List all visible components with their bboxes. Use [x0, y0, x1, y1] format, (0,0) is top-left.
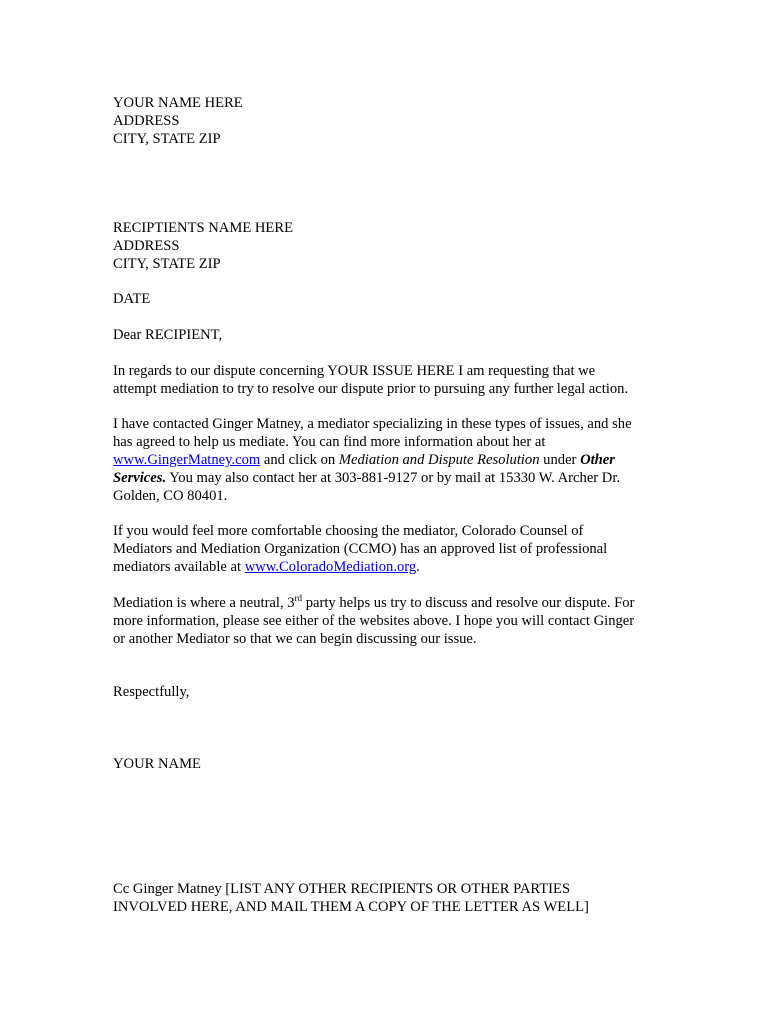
paragraph-mediation-info: [113, 594, 673, 648]
closing: Respectfully,: [113, 684, 190, 700]
signature: YOUR NAME: [113, 756, 201, 772]
other-label: Other: [580, 452, 615, 468]
sender-city-state-zip: CITY, STATE ZIP: [113, 131, 221, 147]
paragraph-line: [113, 469, 673, 487]
closing-line: [113, 683, 673, 701]
recipient-name: RECIPTIENTS NAME HERE: [113, 220, 293, 236]
text-run: under: [539, 452, 581, 468]
signature-line: [113, 755, 673, 773]
paragraph-line: [113, 451, 673, 469]
text-run: Mediation is where a neutral, 3: [113, 595, 295, 611]
text-run: and click on: [260, 452, 339, 468]
cc-line: Cc Ginger Matney [LIST ANY OTHER RECIPIENTS OR OTHER PARTIES: [113, 881, 571, 897]
paragraph-line: Mediators and Mediation Organization (CCMO) has an approved list of professional: [113, 541, 608, 557]
cc-block: [113, 880, 673, 916]
paragraph-line: more information, please see either of the websites above. I hope you will contact Ginger: [113, 613, 635, 629]
sender-name: YOUR NAME HERE: [113, 95, 243, 111]
cc-line: INVOLVED HERE, AND MAIL THEM A COPY OF THE LETTER AS WELL]: [113, 899, 589, 915]
paragraph-line: [113, 558, 673, 576]
colorado-mediation-link[interactable]: www.ColoradoMediation.org: [244, 559, 417, 575]
paragraph-request: [113, 362, 673, 398]
recipient-block: [113, 219, 673, 273]
section-name: Mediation and Dispute Resolution: [338, 452, 540, 468]
date: DATE: [113, 291, 151, 307]
recipient-city-state-zip: CITY, STATE ZIP: [113, 256, 221, 272]
paragraph-line: has agreed to help us mediate. You can find more information about her at: [113, 434, 546, 450]
text-run: mediators available at: [113, 559, 245, 575]
salutation-line: [113, 326, 673, 344]
recipient-address: ADDRESS: [113, 238, 180, 254]
paragraph-line: Golden, CO 80401.: [113, 488, 228, 504]
date-line: [113, 290, 673, 308]
paragraph-line: If you would feel more comfortable choosing the mediator, Colorado Counsel of: [113, 523, 584, 539]
text-run: .: [416, 559, 420, 575]
text-run: You may also contact her at 303-881-9127 or by mail at 15330 W. Archer Dr.: [166, 470, 621, 486]
paragraph-line: [113, 594, 673, 612]
text-run: party helps us try to discuss and resolve our dispute. For: [302, 595, 635, 611]
sender-block: [113, 94, 673, 148]
paragraph-line: In regards to our dispute concerning YOUR ISSUE HERE I am requesting that we: [113, 363, 596, 379]
sender-address: ADDRESS: [113, 113, 180, 129]
services-label: Services.: [113, 470, 167, 486]
paragraph-mediator: [113, 415, 673, 505]
paragraph-line: or another Mediator so that we can begin discussing our issue.: [113, 631, 477, 647]
salutation: Dear RECIPIENT,: [113, 327, 223, 343]
paragraph-line: attempt mediation to try to resolve our dispute prior to pursuing any further legal action.: [113, 381, 629, 397]
ordinal-suffix: rd: [294, 593, 303, 604]
ginger-matney-link[interactable]: www.GingerMatney.com: [113, 452, 261, 468]
paragraph-line: I have contacted Ginger Matney, a mediator specializing in these types of issues, and she: [113, 416, 632, 432]
paragraph-ccmo: [113, 522, 673, 576]
